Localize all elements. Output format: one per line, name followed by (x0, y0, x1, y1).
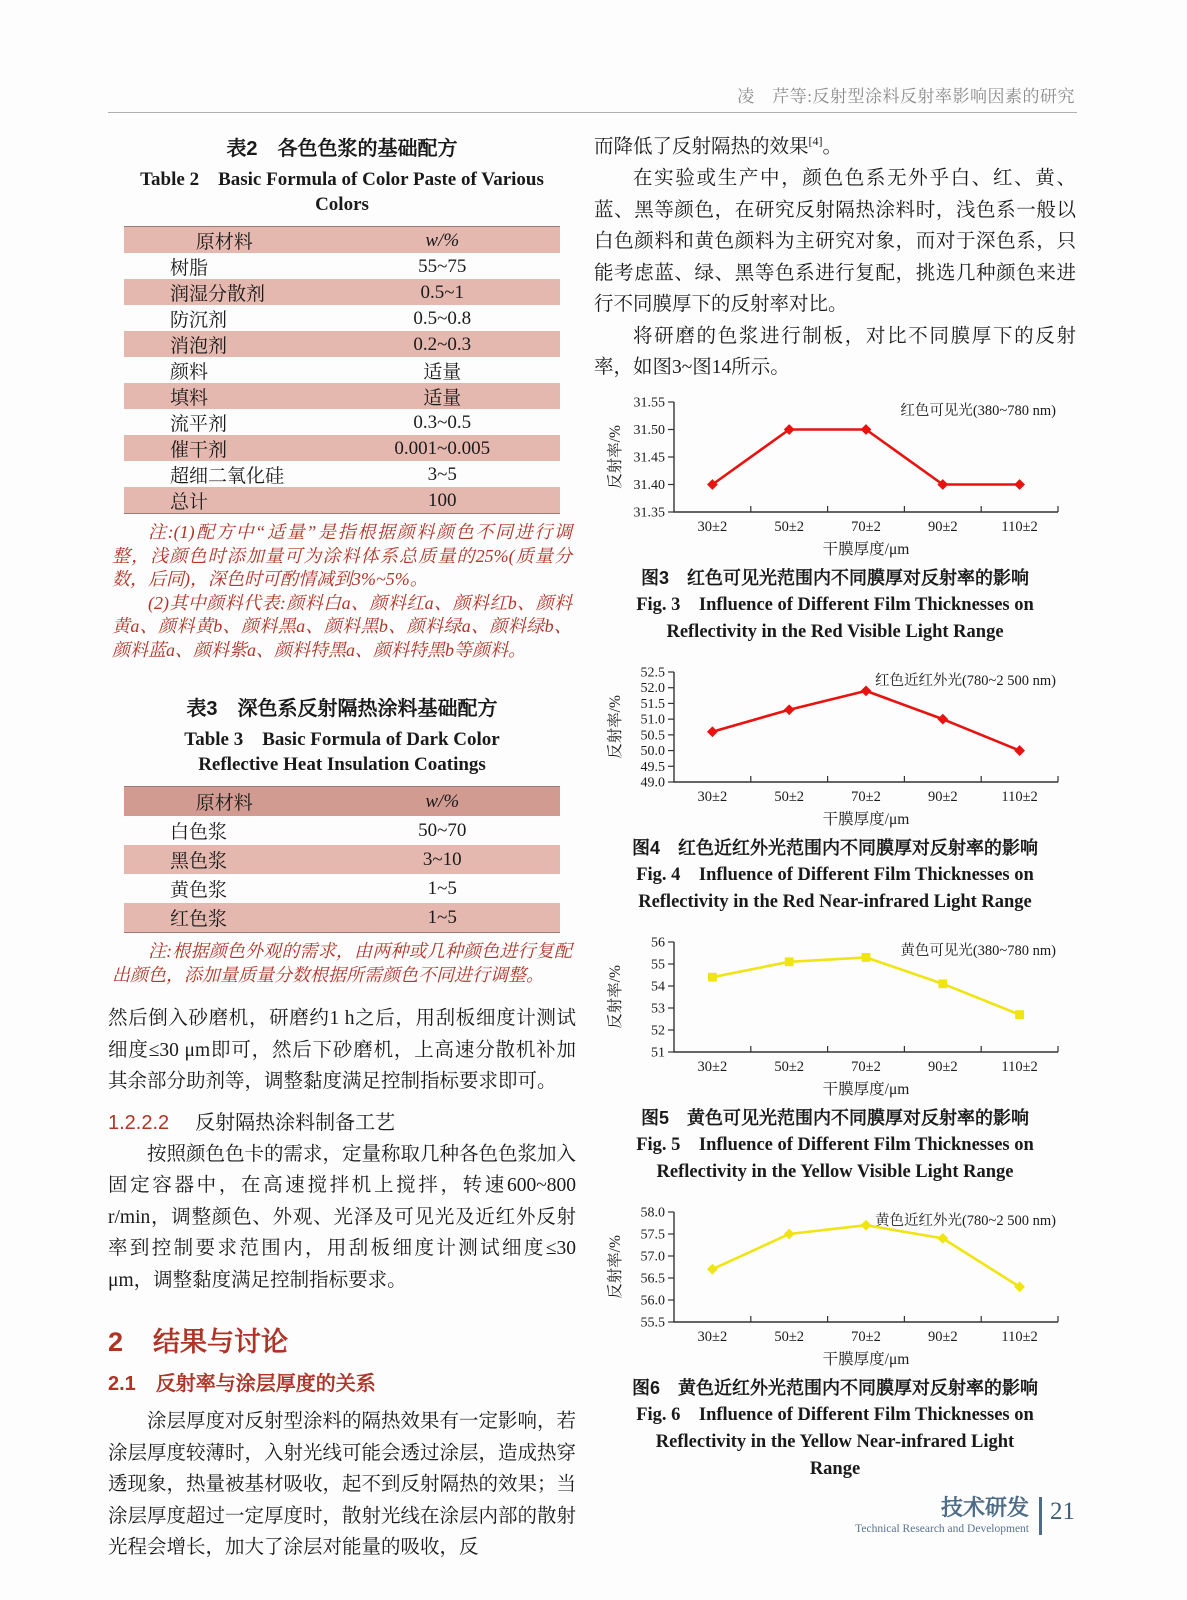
svg-text:51.0: 51.0 (640, 712, 665, 728)
table-cell-material: 总计 (170, 492, 209, 513)
svg-text:70±2: 70±2 (851, 788, 881, 805)
footer-divider (1039, 1497, 1042, 1535)
fig6-caption-cn: 图6 黄色近红外光范围内不同膜厚对反射率的影响 (631, 1377, 1038, 1398)
svg-text:30±2: 30±2 (697, 1328, 728, 1345)
data-point-marker (1014, 479, 1025, 490)
footer-section-en: Technical Research and Development (855, 1523, 1029, 1535)
svg-text:56.0: 56.0 (640, 1293, 665, 1308)
table-row (124, 253, 560, 279)
svg-text:54: 54 (651, 979, 665, 994)
table-cell-material: 超细二氧化硅 (170, 466, 285, 487)
table-cell-value: 0.5~1 (420, 281, 465, 303)
svg-text:56.5: 56.5 (640, 1271, 665, 1286)
svg-text:30±2: 30±2 (697, 788, 728, 805)
fig4-line-chart (604, 662, 1066, 834)
fig3-caption-en: Fig. 3 Influence of Different Film Thicknesses on Reflectivity in the Red Visible Light Range (636, 594, 1034, 642)
svg-text:56: 56 (651, 935, 665, 950)
table-header-row (124, 787, 560, 816)
line-series (712, 690, 1019, 750)
data-point-marker (784, 1228, 795, 1239)
data-point-marker (708, 972, 717, 981)
table-cell-value: 适量 (423, 362, 462, 383)
table-cell-material: 黑色浆 (170, 851, 228, 872)
table-cell-material: 颜料 (170, 362, 209, 383)
table3 (124, 786, 560, 933)
running-head: 凌 芹等:反射型涂料反射率影响因素的研究 (737, 87, 1075, 106)
table-cell-material: 树脂 (170, 258, 209, 279)
svg-text:31.50: 31.50 (633, 422, 665, 438)
table-row (124, 845, 560, 874)
table-row (124, 331, 560, 357)
svg-text:黄色可见光(380~780 nm): 黄色可见光(380~780 nm) (900, 942, 1056, 959)
table-header-cell: w/% (425, 229, 460, 251)
table-cell-material: 流平剂 (170, 414, 228, 435)
section-21-heading (108, 1367, 576, 1396)
line-series (712, 429, 1019, 484)
fig5-line-chart (604, 932, 1066, 1104)
data-point-marker (861, 1219, 872, 1230)
table3-title-en: Table 3 Basic Formula of Dark Color Reflective Heat Insulation Coatings (184, 729, 500, 775)
data-point-marker (1015, 1010, 1024, 1019)
table-cell-value: 0.5~0.8 (413, 307, 472, 329)
svg-text:31.40: 31.40 (633, 477, 665, 493)
data-point-marker (861, 685, 872, 696)
table-cell-value: 50~70 (418, 819, 467, 841)
table-cell-value: 1~5 (427, 906, 457, 928)
body-paragraph: 然后倒入砂磨机，研磨约1 h之后，用刮板细度计测试细度≤30 μm即可，然后下砂磨机，上高速分散机补加其余部分助剂等，调整黏度满足控制指标要求即可。 (108, 1008, 576, 1092)
fig3-line-chart (604, 392, 1066, 564)
right-column (594, 126, 1076, 1483)
svg-text:反射率/%: 反射率/% (607, 1234, 624, 1299)
svg-text:49.0: 49.0 (640, 775, 665, 790)
table3-title-cn: 表3 深色系反射隔热涂料基础配方 (186, 698, 498, 720)
table-row (124, 279, 560, 305)
header-rule (108, 112, 1077, 113)
svg-text:51.5: 51.5 (640, 696, 665, 712)
svg-text:55.5: 55.5 (640, 1315, 665, 1330)
figure-4 (594, 662, 1076, 916)
table-row (124, 461, 560, 487)
svg-text:50±2: 50±2 (774, 518, 805, 535)
svg-text:干膜厚度/μm: 干膜厚度/μm (822, 540, 910, 558)
table-cell-material: 黄色浆 (170, 880, 228, 901)
figure-3 (594, 392, 1076, 646)
svg-text:70±2: 70±2 (851, 1328, 881, 1345)
data-point-marker (938, 979, 947, 988)
body-paragraph: 按照颜色色卡的需求，定量称取几种各色色浆加入固定容器中，在高速搅拌机上搅拌，转速600~800 r/min，调整颜色、外观、光泽及可见光及近红外反射率到控制要求范围内，用刮板细度计测试细度≤30 μm，调整黏度满足控制指标要求。 (108, 1143, 577, 1291)
table-cell-value: 1~5 (427, 877, 457, 899)
svg-text:110±2: 110±2 (1001, 1328, 1038, 1345)
svg-text:57.0: 57.0 (640, 1249, 665, 1264)
table-cell-value: 3~10 (422, 848, 462, 870)
svg-text:49.5: 49.5 (640, 759, 665, 775)
svg-text:30±2: 30±2 (697, 1058, 728, 1075)
svg-text:干膜厚度/μm: 干膜厚度/μm (822, 1080, 910, 1098)
page-footer (855, 1496, 1075, 1535)
table2-notes (112, 521, 572, 662)
table2-title-en: Table 2 Basic Formula of Color Paste of Various Colors (140, 169, 544, 215)
page-number: 21 (1050, 1497, 1075, 1525)
section-2-heading (108, 1320, 576, 1359)
table-row (124, 487, 560, 513)
table-cell-material: 润湿分散剂 (170, 284, 266, 305)
table2 (124, 226, 560, 514)
svg-text:70±2: 70±2 (851, 1058, 881, 1075)
fig4-caption-en: Fig. 4 Influence of Different Film Thicknesses on Reflectivity in the Red Near-infrared Light Range (636, 864, 1034, 912)
svg-text:90±2: 90±2 (927, 788, 958, 805)
figure-6 (594, 1202, 1076, 1483)
table-cell-value: 3~5 (427, 463, 457, 485)
svg-text:30±2: 30±2 (697, 518, 728, 535)
fig5-caption-en: Fig. 5 Influence of Different Film Thicknesses on Reflectivity in the Yellow Visible Light Range (636, 1134, 1034, 1182)
section-2-text: 结果与讨论 (153, 1327, 289, 1357)
table-cell-value: 0.3~0.5 (413, 411, 472, 433)
data-point-marker (862, 953, 871, 962)
svg-text:52.0: 52.0 (640, 680, 665, 696)
body-paragraph: 而降低了反射隔热的效果[4]。 (594, 134, 843, 158)
table-header-row (124, 227, 560, 253)
fig3-caption-cn: 图3 红色可见光范围内不同膜厚对反射率的影响 (640, 567, 1029, 588)
table-row (124, 903, 560, 932)
svg-text:50.5: 50.5 (640, 727, 665, 743)
figure-5 (594, 932, 1076, 1186)
body-paragraph: 将研磨的色浆进行制板，对比不同膜厚下的反射率，如图3~图14所示。 (594, 325, 1076, 378)
table-row (124, 305, 560, 331)
svg-text:51: 51 (651, 1045, 665, 1060)
table-note-line: (2)其中颜料代表:颜料白a、颜料红a、颜料红b、颜料黄a、颜料黄b、颜料黑a、颜料黑b、颜料绿a、颜料绿b、颜料蓝a、颜料紫a、颜料特黑a、颜料特黑b等颜料。 (112, 592, 572, 660)
svg-text:110±2: 110±2 (1001, 788, 1038, 805)
table-cell-value: 0.001~0.005 (394, 437, 491, 459)
left-column (108, 132, 576, 1564)
svg-text:50±2: 50±2 (774, 1328, 805, 1345)
svg-text:反射率/%: 反射率/% (607, 694, 624, 759)
data-point-marker (785, 957, 794, 966)
table-cell-material: 填料 (170, 388, 209, 409)
svg-text:31.35: 31.35 (633, 505, 665, 520)
svg-text:反射率/%: 反射率/% (607, 964, 624, 1029)
table-note-line: 注:根据颜色外观的需求，由两种或几种颜色进行复配出颜色，添加量质量分数根据所需颜色不同进行调整。 (112, 941, 572, 985)
svg-text:53: 53 (651, 1001, 665, 1016)
heading-1222 (108, 1106, 576, 1135)
table-cell-value: 适量 (423, 388, 462, 409)
table-cell-material: 白色浆 (170, 822, 228, 843)
data-point-marker (1014, 745, 1025, 756)
table-cell-value: 100 (428, 489, 457, 511)
svg-text:110±2: 110±2 (1001, 1058, 1038, 1075)
heading-1222-number: 1.2.2.2 (108, 1111, 170, 1134)
table2-title-cn: 表2 各色色浆的基础配方 (226, 138, 458, 160)
fig6-caption-en: Fig. 6 Influence of Different Film Thicknesses on Reflectivity in the Yellow Near-infrared Light Range (636, 1404, 1034, 1479)
section-2-number: 2 (108, 1327, 124, 1357)
fig6-line-chart (604, 1202, 1066, 1374)
svg-text:52: 52 (651, 1023, 665, 1038)
svg-text:110±2: 110±2 (1001, 518, 1038, 535)
svg-text:58.0: 58.0 (640, 1205, 665, 1220)
table-header-cell: 原材料 (195, 793, 253, 814)
footer-section (855, 1496, 1029, 1535)
svg-text:干膜厚度/μm: 干膜厚度/μm (822, 810, 910, 828)
line-series (712, 957, 1019, 1014)
data-point-marker (707, 1263, 718, 1274)
table-cell-material: 催干剂 (170, 440, 228, 461)
fig4-caption-cn: 图4 红色近红外光范围内不同膜厚对反射率的影响 (631, 837, 1038, 858)
section-21-number: 2.1 (108, 1373, 136, 1395)
fig5-caption-cn: 图5 黄色可见光范围内不同膜厚对反射率的影响 (640, 1107, 1029, 1128)
table-note-line: 注:(1)配方中“适量”是指根据颜料颜色不同进行调整，浅颜色时添加量可为涂料体系总质量的25%(质量分数，后同)，深色时可酌情减到3%~5%。 (112, 522, 572, 589)
svg-text:50.0: 50.0 (640, 743, 665, 759)
body-paragraph: 在实验或生产中，颜色色系无外乎白、红、黄、蓝、黑等颜色，在研究反射隔热涂料时，浅色系一般以白色颜料和黄色颜料为主研究对象，而对于深色系，只能考虑蓝、绿、黑等色系进行复配，挑选几种颜色来进行不同膜厚下的反射率对比。 (594, 168, 1076, 315)
svg-text:红色可见光(380~780 nm): 红色可见光(380~780 nm) (900, 402, 1056, 419)
data-point-marker (707, 726, 718, 737)
table-cell-value: 55~75 (418, 255, 467, 277)
table-row (124, 435, 560, 461)
body-paragraph: 涂层厚度对反射型涂料的隔热效果有一定影响，若涂层厚度较薄时，入射光线可能会透过涂层，造成热穿透现象，热量被基材吸收，起不到反射隔热的效果；当涂层厚度超过一定厚度时，散射光线在涂层内部的散射光程会增长，加大了涂层对能量的吸收，反 (108, 1411, 577, 1558)
heading-1222-text: 反射隔热涂料制备工艺 (195, 1111, 396, 1134)
table-cell-material: 红色浆 (170, 909, 228, 930)
svg-text:红色近红外光(780~2 500 nm): 红色近红外光(780~2 500 nm) (874, 672, 1056, 689)
svg-text:31.55: 31.55 (633, 395, 665, 410)
table-cell-material: 防沉剂 (170, 310, 228, 331)
svg-text:70±2: 70±2 (851, 518, 881, 535)
svg-text:黄色近红外光(780~2 500 nm): 黄色近红外光(780~2 500 nm) (874, 1212, 1056, 1229)
table-row (124, 874, 560, 903)
data-point-marker (784, 704, 795, 715)
table-row (124, 357, 560, 383)
line-series (712, 1225, 1019, 1287)
svg-text:57.5: 57.5 (640, 1227, 665, 1242)
footer-section-cn: 技术研发 (940, 1495, 1029, 1520)
section-21-text: 反射率与涂层厚度的关系 (155, 1373, 376, 1395)
table-cell-value: 0.2~0.3 (413, 333, 472, 355)
table-cell-material: 消泡剂 (170, 336, 228, 357)
svg-text:31.45: 31.45 (633, 450, 665, 465)
svg-text:干膜厚度/μm: 干膜厚度/μm (822, 1350, 910, 1368)
table-row (124, 409, 560, 435)
table-row (124, 816, 560, 845)
svg-text:90±2: 90±2 (927, 1058, 958, 1075)
table-header-cell: w/% (425, 790, 460, 812)
svg-text:反射率/%: 反射率/% (607, 424, 624, 489)
table3-notes (112, 940, 572, 987)
citation-4: [4] (808, 134, 823, 148)
svg-text:50±2: 50±2 (774, 788, 805, 805)
svg-text:90±2: 90±2 (927, 518, 958, 535)
svg-text:52.5: 52.5 (640, 665, 665, 680)
svg-text:50±2: 50±2 (774, 1058, 805, 1075)
table-header-cell: 原材料 (195, 232, 253, 253)
table-row (124, 383, 560, 409)
svg-text:55: 55 (651, 957, 665, 972)
svg-text:90±2: 90±2 (927, 1328, 958, 1345)
data-point-marker (937, 713, 948, 724)
